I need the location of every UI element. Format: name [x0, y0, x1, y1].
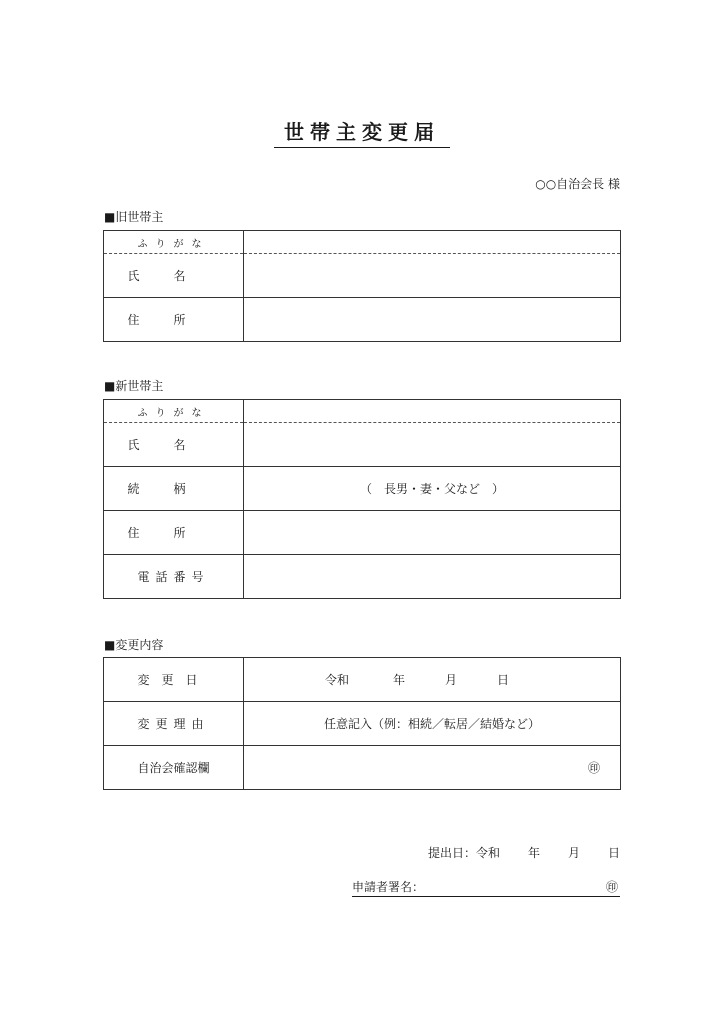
relation-hint: （ 長男・妻・父など ） — [359, 482, 504, 496]
change-date-era: 令和 — [324, 673, 349, 687]
submission-date — [428, 845, 620, 861]
document-title: 世帯主変更届 — [274, 120, 450, 148]
new-address-field[interactable] — [244, 511, 621, 555]
addressee: ○○自治会長 様 — [535, 177, 620, 191]
new-name-row — [104, 423, 621, 467]
new-furigana-field[interactable] — [244, 400, 621, 423]
reason-hint: 任意記入（例：相続／転居／結婚など） — [323, 717, 540, 731]
new-furigana-row — [104, 400, 621, 423]
applicant-label: 申請者署名： — [352, 880, 425, 894]
new-phone-field[interactable] — [244, 555, 621, 599]
old-furigana-field[interactable] — [244, 231, 621, 254]
change-reason-field[interactable] — [244, 702, 621, 746]
old-address-row — [104, 298, 621, 342]
new-address-label: 住所 — [104, 511, 244, 555]
change-table — [103, 657, 621, 790]
seal-mark: ㊞ — [587, 761, 600, 775]
new-relation-row — [104, 467, 621, 511]
applicant-seal-mark: ㊞ — [605, 880, 618, 894]
old-furigana-row — [104, 231, 621, 254]
submit-year: 年 — [527, 846, 540, 860]
change-date-day: 日 — [497, 673, 510, 687]
section-old-head: ■旧世帯主 — [104, 210, 164, 224]
section-change: ■変更内容 — [104, 638, 164, 652]
submit-day: 日 — [607, 846, 620, 860]
change-date-label: 変更日 — [104, 658, 244, 702]
old-name-row — [104, 254, 621, 298]
old-furigana-label: ふりがな — [104, 231, 244, 254]
new-furigana-label: ふりがな — [104, 400, 244, 423]
submit-label: 提出日：令和 — [427, 846, 500, 860]
new-phone-row — [104, 555, 621, 599]
change-reason-row — [104, 702, 621, 746]
new-relation-label: 続柄 — [104, 467, 244, 511]
new-phone-label: 電話番号 — [104, 555, 244, 599]
submit-month: 月 — [567, 846, 580, 860]
new-relation-field[interactable] — [244, 467, 621, 511]
old-address-field[interactable] — [244, 298, 621, 342]
old-address-label: 住所 — [104, 298, 244, 342]
new-head-table — [103, 399, 621, 599]
old-name-field[interactable] — [244, 254, 621, 298]
applicant-signature-line[interactable] — [352, 879, 620, 897]
new-name-field[interactable] — [244, 423, 621, 467]
new-address-row — [104, 511, 621, 555]
confirm-row — [104, 746, 621, 790]
confirm-label: 自治会確認欄 — [104, 746, 244, 790]
change-date-field[interactable] — [244, 658, 621, 702]
change-date-month: 月 — [445, 673, 458, 687]
change-date-row — [104, 658, 621, 702]
section-new-head: ■新世帯主 — [104, 379, 164, 393]
old-name-label: 氏名 — [104, 254, 244, 298]
confirm-field[interactable] — [244, 746, 621, 790]
change-reason-label: 変更理由 — [104, 702, 244, 746]
old-head-table — [103, 230, 621, 342]
change-date-year: 年 — [392, 673, 405, 687]
new-name-label: 氏名 — [104, 423, 244, 467]
